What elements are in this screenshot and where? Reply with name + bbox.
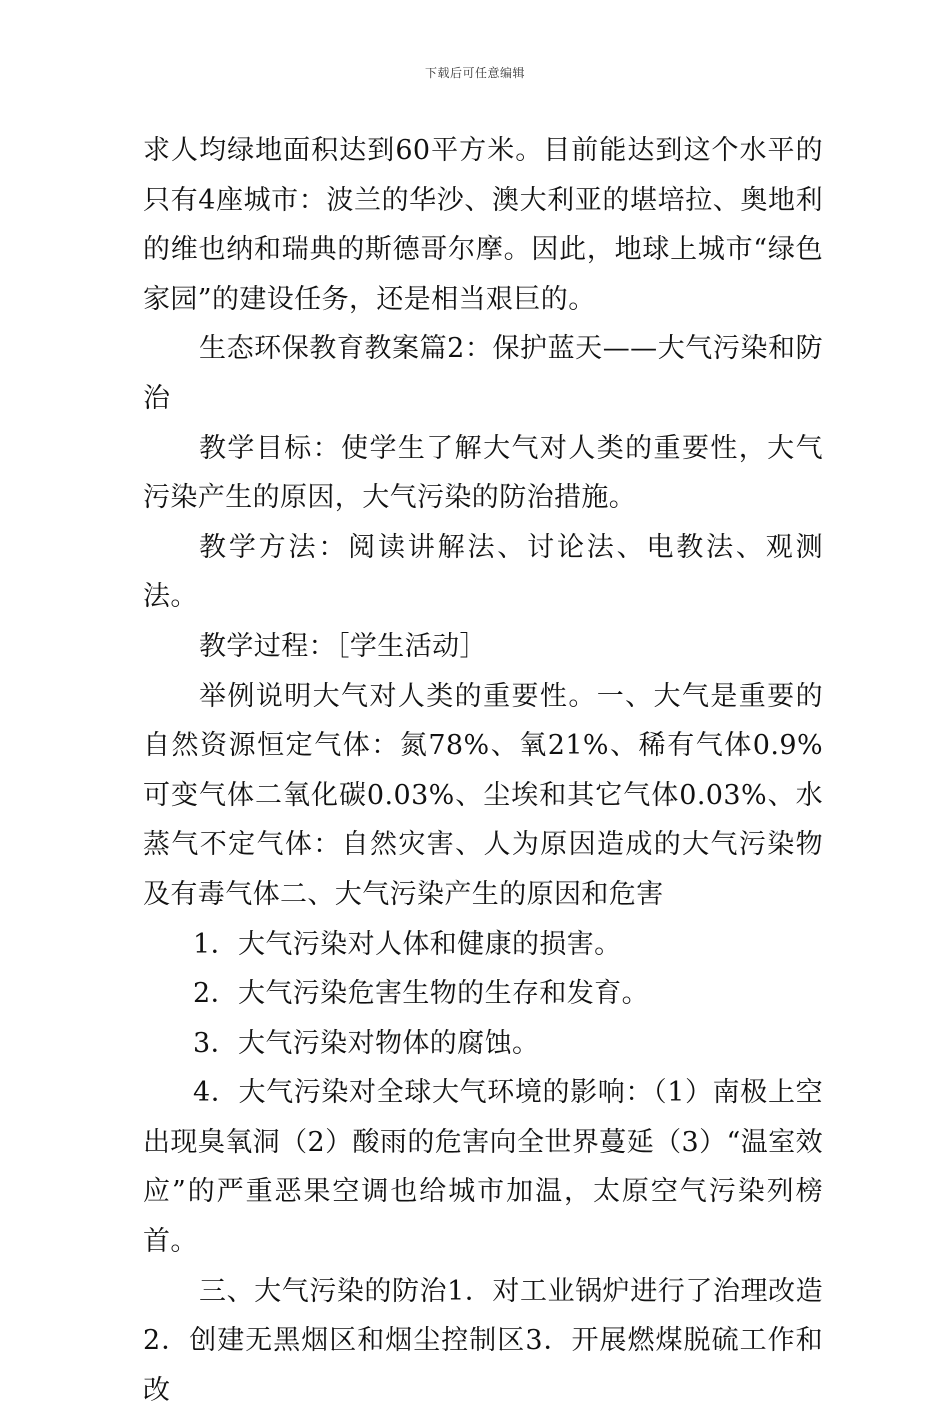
paragraph-teaching-method: 教学方法：阅读讲解法、讨论法、电教法、观测法。 xyxy=(143,531,823,613)
paragraph-green-space: 求人均绿地面积达到60平方米。目前能达到这个水平的只有4座城市：波兰的华沙、澳大利亚的堪培拉、奥地利的维也纳和瑞典的斯德哥尔摩。因此，地球上城市“绿色家园”的建设任务，还是相当艰巨的。 xyxy=(143,135,823,315)
paragraph-lesson-title: 生态环保教育教案篇2：保护蓝天——大气污染和防治 xyxy=(143,333,823,414)
list-item-corrosion: 3．大气污染对物体的腐蚀。 xyxy=(193,1027,540,1059)
list-item-global-impact: 4．大气污染对全球大气环境的影响：（1）南极上空出现臭氧洞（2）酸雨的危害向全世界蔓延（3）“温室效应”的严重恶果空调也给城市加温，太原空气污染列榜首。 xyxy=(143,1077,823,1258)
list-item-biology-harm: 2．大气污染危害生物的生存和发育。 xyxy=(193,978,649,1010)
page-header-note: 下载后可任意编辑 xyxy=(424,66,525,80)
list-item-health-damage: 1．大气污染对人体和健康的损害。 xyxy=(193,928,622,960)
document-body xyxy=(143,126,823,1415)
paragraph-teaching-process: 教学过程：［学生活动］ xyxy=(199,630,487,662)
paragraph-teaching-goal: 教学目标：使学生了解大气对人类的重要性，大气污染产生的原因，大气污染的防治措施。 xyxy=(143,432,823,514)
paragraph-atmosphere-importance: 举例说明大气对人类的重要性。一、大气是重要的自然资源恒定气体：氮78%、氧21%、稀有气体0.9%可变气体二氧化碳0.03%、尘埃和其它气体0.03%、水蒸气不定气体：自然灾害、人为原因造成的大气污染物及有毒气体二、大气污染产生的原因和危害 xyxy=(143,680,823,910)
paragraph-pollution-control: 三、大气污染的防治1．对工业锅炉进行了治理改造2．创建无黑烟区和烟尘控制区3．开展燃煤脱硫工作和改 xyxy=(143,1275,823,1406)
